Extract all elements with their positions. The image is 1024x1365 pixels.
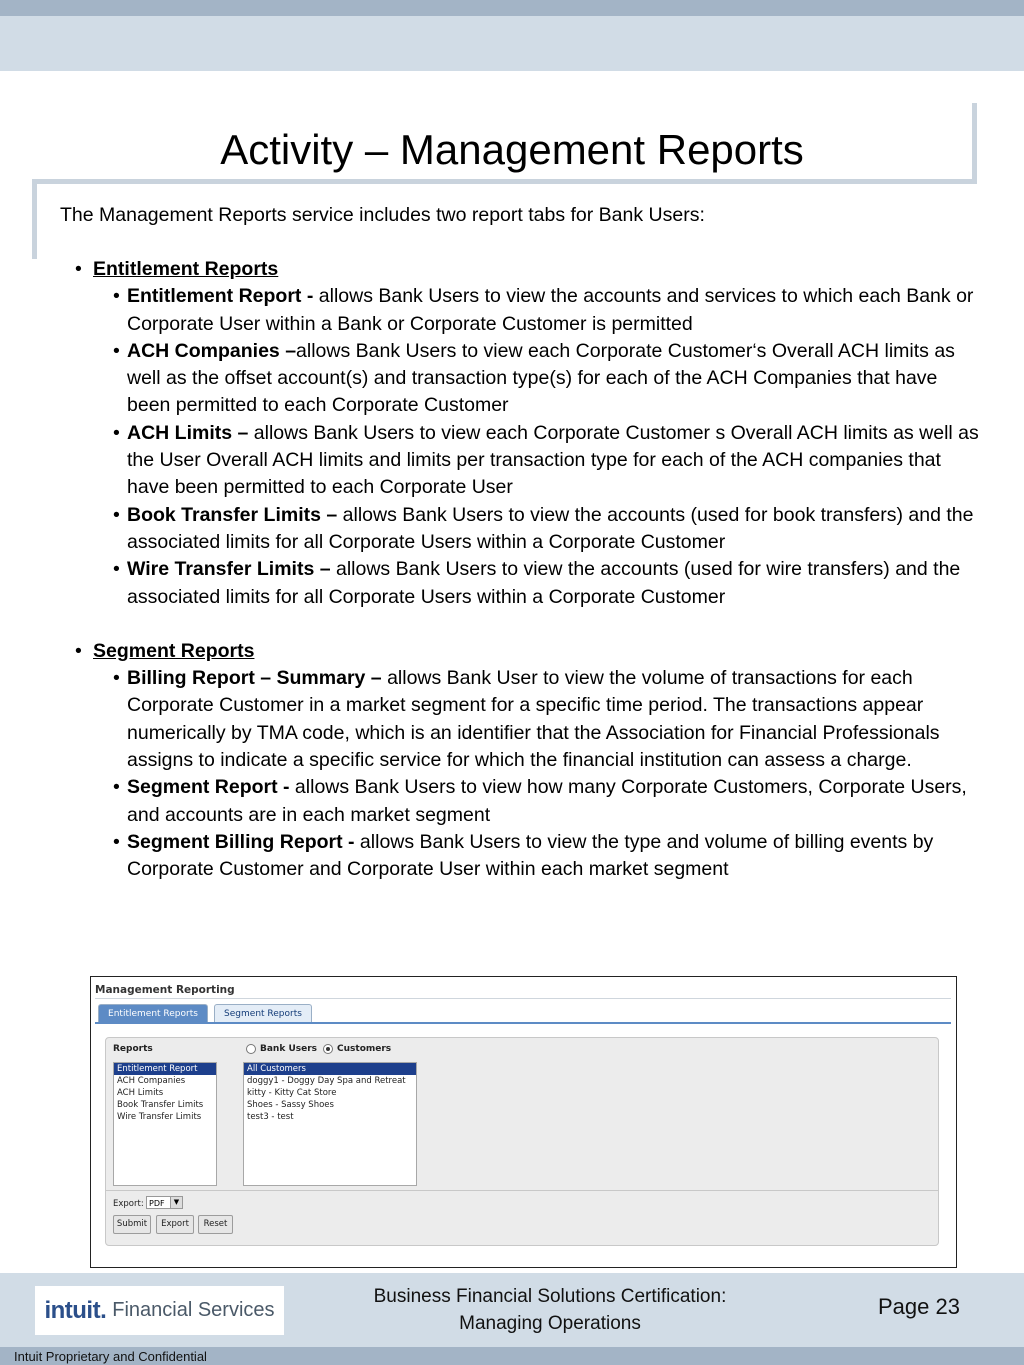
bullet-icon: •	[113, 558, 120, 581]
title-frame-bottom	[32, 179, 977, 184]
chevron-down-icon[interactable]: ▼	[170, 1197, 182, 1208]
list-item[interactable]: test3 - test	[247, 1112, 294, 1122]
intro-text: The Management Reports service includes two report tabs for Bank Users:	[60, 204, 705, 226]
list-item: • Segment Billing Report - allows Bank Users to view the type and volume of billing events by Corporate Customer and Corporate User within each market segment	[113, 830, 934, 881]
bullet-content	[0, 256, 1024, 884]
logo-mark: intuit.	[44, 1296, 107, 1324]
export-format-value: PDF	[149, 1199, 165, 1208]
title-frame-left	[32, 179, 37, 259]
bullet-icon: •	[113, 830, 120, 853]
radio-customers[interactable]	[323, 1044, 333, 1054]
list-item[interactable]: ACH Companies	[117, 1076, 186, 1086]
list-item[interactable]: Wire Transfer Limits	[117, 1112, 202, 1122]
tab-segment-reports[interactable]: Segment Reports	[214, 1004, 312, 1023]
bullet-icon: •	[113, 285, 120, 308]
bullet-icon: •	[75, 258, 82, 280]
bullet-icon: •	[113, 339, 120, 362]
export-format-select[interactable]	[146, 1196, 183, 1209]
section-segment-reports	[0, 638, 1024, 884]
list-item: • Entitlement Report - allows Bank Users to view the accounts and services to which each Bank or Corporate User within a Bank or Corporate Customer is permitted	[113, 285, 974, 335]
report-options-panel	[105, 1037, 939, 1246]
section-heading: • Segment Reports	[0, 638, 1024, 665]
section-heading: • Entitlement Reports	[0, 256, 1024, 283]
list-item: • Billing Report – Summary – allows Bank User to view the volume of transactions for each Corporate Customer in a market segment for a specific time period. The transactions appear numerically by TMA code, which is an identifier that the Association for Financial Professionals assigns to indicate a specific service for which the financial institution can assess a charge.	[113, 667, 940, 772]
reports-label: Reports	[113, 1044, 153, 1054]
bullet-icon: •	[75, 639, 82, 662]
bullet-icon: •	[113, 667, 120, 690]
list-item[interactable]: Shoes - Sassy Shoes	[247, 1100, 334, 1110]
slide-title: Activity – Management Reports	[220, 126, 804, 173]
app-title: Management Reporting	[95, 984, 235, 996]
list-item: • Book Transfer Limits – allows Bank Users to view the accounts (used for book transfers) and the associated limits for all Corporate Users within a Corporate Customer	[113, 503, 974, 553]
list-item[interactable]: kitty - Kitty Cat Store	[247, 1088, 337, 1098]
management-reporting-screenshot	[90, 976, 957, 1268]
bullet-icon: •	[113, 503, 120, 526]
list-item: • Wire Transfer Limits – allows Bank Users to view the accounts (used for wire transfers) and the associated limits for all Corporate Users within a Corporate Customer	[113, 558, 961, 608]
top-band	[0, 16, 1024, 71]
list-item[interactable]: Book Transfer Limits	[117, 1100, 204, 1110]
logo-text: Financial Services	[112, 1299, 275, 1321]
reset-button[interactable]: Reset	[198, 1215, 233, 1234]
footer-line-2: Managing Operations	[459, 1313, 641, 1334]
list-item[interactable]: Entitlement Report	[114, 1063, 216, 1075]
customers-listbox[interactable]	[243, 1062, 417, 1186]
title-divider	[95, 998, 951, 999]
list-item[interactable]: ACH Limits	[117, 1088, 164, 1098]
bullet-icon: •	[113, 421, 120, 444]
export-label: Export:	[113, 1199, 144, 1209]
export-button[interactable]: Export	[156, 1215, 194, 1234]
radio-customers-label: Customers	[337, 1044, 392, 1054]
panel-divider	[106, 1190, 938, 1191]
list-item: • ACH Limits – allows Bank Users to view each Corporate Customer s Overall ACH limits as well as the User Overall ACH limits and limits per transaction type for each of the ACH companies that have been permitted to each Corporate User	[113, 421, 979, 499]
top-bar	[0, 0, 1024, 16]
footer-course-title	[320, 1283, 780, 1337]
list-item: • Segment Report - allows Bank Users to view how many Corporate Customers, Corporate Users, and accounts are in each market segment	[113, 776, 967, 826]
radio-bank-users-label: Bank Users	[260, 1044, 318, 1054]
tab-entitlement-reports[interactable]: Entitlement Reports	[98, 1004, 208, 1023]
user-type-radios	[246, 1044, 397, 1054]
list-item: • ACH Companies –allows Bank Users to view each Corporate Customer‘s Overall ACH limits as well as the offset account(s) and transaction type(s) for each of the ACH Companies that have been permitted to each Corporate Customer	[113, 339, 955, 417]
section-entitlement-reports	[0, 256, 1024, 611]
submit-button[interactable]: Submit	[113, 1215, 151, 1234]
list-item[interactable]: All Customers	[244, 1063, 416, 1075]
page-number: Page 23	[878, 1294, 960, 1319]
radio-bank-users[interactable]	[246, 1044, 256, 1054]
bullet-icon: •	[113, 776, 120, 799]
intuit-logo	[35, 1286, 284, 1335]
confidential-notice: Intuit Proprietary and Confidential	[14, 1349, 207, 1364]
reports-listbox[interactable]	[113, 1062, 217, 1186]
tab-divider	[95, 1022, 951, 1024]
list-item[interactable]: doggy1 - Doggy Day Spa and Retreat	[247, 1076, 406, 1086]
footer-line-1: Business Financial Solutions Certification:	[373, 1286, 727, 1307]
